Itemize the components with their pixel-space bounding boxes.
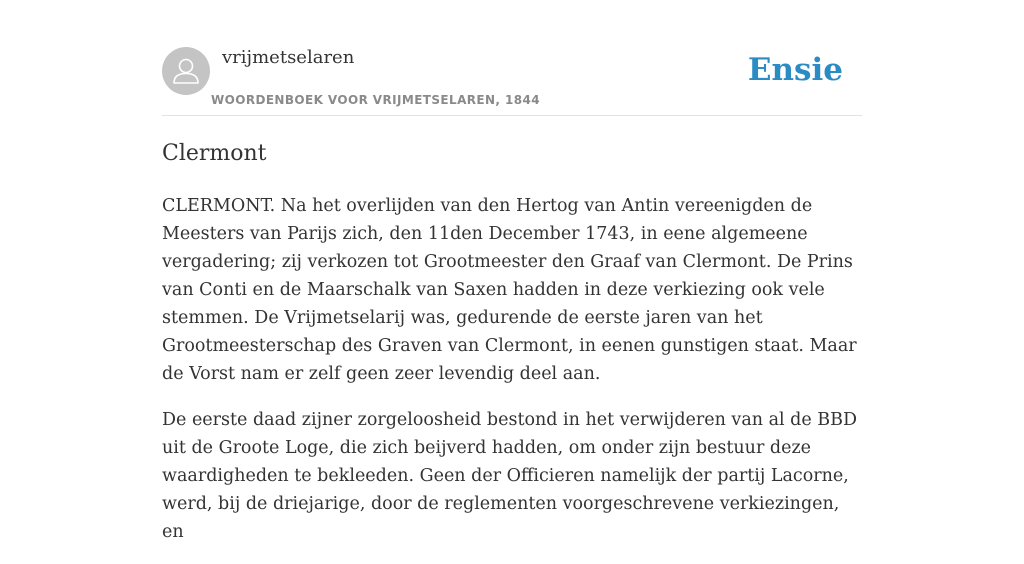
source-label: WOORDENBOEK VOOR VRIJMETSELAREN, 1844: [211, 93, 540, 107]
article-body: [162, 192, 862, 564]
article-paragraph: De eerste daad zijner zorgeloosheid bestond in het verwijderen van al de BBD uit de Groote Loge, die zich beijverd hadden, om onder zijn bestuur deze waardigheden te bekleeden. Geen der Officieren namelijk der partij Lacorne, werd, bij de driejarige, door de reglementen voorgeschrevene verkiezingen, en: [162, 410, 858, 542]
page-title: Clermont: [162, 141, 267, 166]
avatar[interactable]: [162, 47, 210, 95]
username-link[interactable]: vrijmetselaren: [222, 47, 355, 68]
header: [162, 47, 862, 116]
article-paragraph: CLERMONT. Na het overlijden van den Hertog van Antin vereenigden de Meesters van Parijs zich, den 11den December 1743, in eene algemeene vergadering; zij verkozen tot Grootmeester den Graaf van Clermont. De Prins van Conti en de Maarschalk van Saxen hadden in deze verkiezing ook vele stemmen. De Vrijmetselarij was, gedurende de eerste jaren van het Grootmeesterschap des Graven van Clermont, in eenen gunstigen staat. Maar de Vorst nam er zelf geen zeer levendig deel aan.: [162, 196, 857, 384]
ensie-logo[interactable]: Ensie: [747, 52, 843, 88]
user-silhouette-icon: [162, 47, 210, 95]
